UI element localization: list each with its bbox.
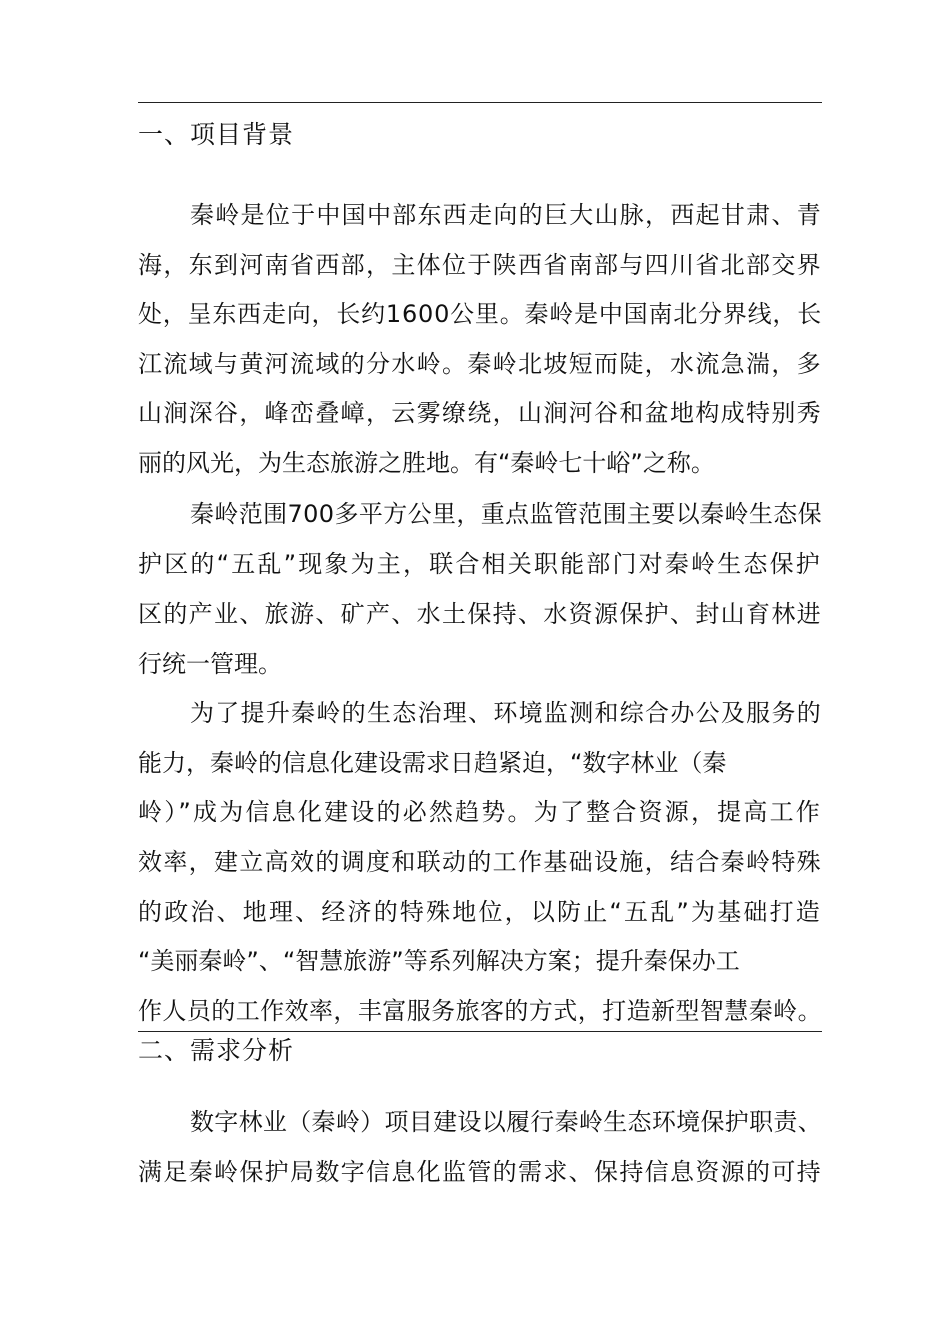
text-line: 山涧深谷，峰峦叠嶂，云雾缭绕，山涧河谷和盆地构成特别秀 [138,399,822,427]
text-line: 作人员的工作效率，丰富服务旅客的方式，打造新型智慧秦岭。 [138,997,822,1026]
section-divider-rule [138,1031,822,1032]
text-line: 区的产业、旅游、矿产、水土保持、水资源保护、封山育林进 [138,600,822,628]
text-line: 江流域与黄河流域的分水岭。秦岭北坡短而陡，水流急湍，多 [138,349,822,378]
text-line: 丽的风光，为生态旅游之胜地。有“秦岭七十峪”之称。 [138,448,715,477]
paragraph-supervision-scope [138,489,822,689]
text-line: 效率，建立高效的调度和联动的工作基础设施，结合秦岭特殊 [138,848,822,877]
text-line: 岭）”成为信息化建设的必然趋势。为了整合资源，提高工作 [138,798,822,827]
text-line: 处，呈东西走向，长约1600公里。秦岭是中国南北分界线，长 [138,300,822,328]
top-rule [138,102,822,103]
section-heading-background: 一、项目背景 [138,120,295,149]
section-heading-requirements: 二、需求分析 [138,1036,295,1065]
text-line: 行统一管理。 [138,650,282,678]
text-line: 护区的“五乱”现象为主，联合相关职能部门对秦岭生态保护 [138,550,822,578]
text-line: 秦岭是位于中国中部东西走向的巨大山脉，西起甘肃、青 [190,201,822,229]
text-line: 海，东到河南省西部，主体位于陕西省南部与四川省北部交界 [138,250,822,279]
text-line: 满足秦岭保护局数字信息化监管的需求、保持信息资源的可持 [138,1158,822,1186]
text-line: 的政治、地理、经济的特殊地位，以防止“五乱”为基础打造 [138,897,822,926]
text-line: “美丽秦岭”、“智慧旅游”等系列解决方案；提升秦保办工 [138,947,740,976]
text-line: 秦岭范围700多平方公里，重点监管范围主要以秦岭生态保 [190,500,822,528]
paragraph-requirements [138,1097,822,1197]
paragraph-digital-forestry [138,689,822,1037]
text-line: 能力，秦岭的信息化建设需求日趋紧迫，“数字林业（秦 [138,748,727,777]
text-line: 为了提升秦岭的生态治理、环境监测和综合办公及服务的 [190,699,822,727]
paragraph-qinling-overview [138,191,822,488]
text-line: 数字林业（秦岭）项目建设以履行秦岭生态环境保护职责、 [190,1108,822,1136]
